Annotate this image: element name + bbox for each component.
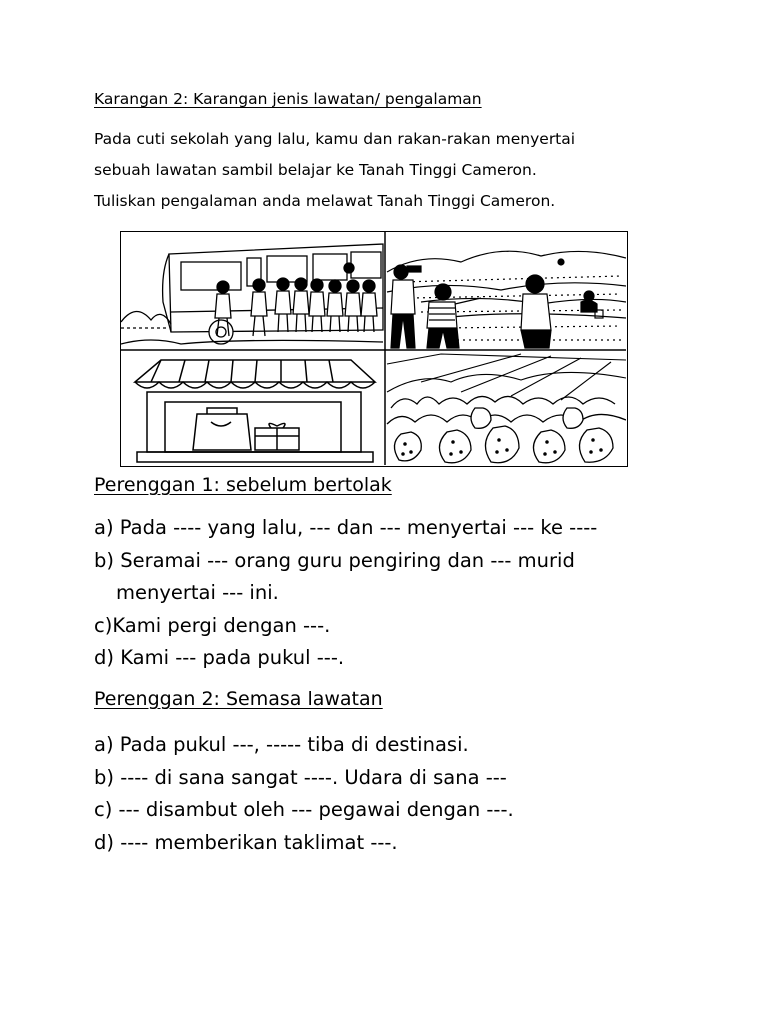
task-title: Karangan 2: Karangan jenis lawatan/ pengalaman	[94, 90, 482, 108]
list-item	[94, 512, 597, 545]
item-label: a)	[94, 516, 114, 539]
picture-grid	[120, 231, 628, 467]
list-item	[94, 545, 597, 578]
item-label: c)	[94, 613, 113, 637]
item-text: Pada pukul ---, ----- tiba di destinasi.	[119, 733, 469, 756]
list-item	[94, 610, 597, 643]
paragraph1-heading: Perenggan 1: sebelum bertolak	[94, 474, 392, 496]
list-item	[94, 827, 514, 860]
souvenir-shop-illustration	[135, 360, 375, 462]
task-instructions	[94, 124, 674, 217]
item-text: menyertai --- ini.	[116, 581, 279, 604]
list-item	[94, 729, 514, 762]
strawberry-field-illustration	[387, 354, 626, 463]
paragraph2-list	[94, 729, 514, 859]
list-item-continuation	[94, 577, 597, 610]
item-text: ---- memberikan taklimat ---.	[120, 830, 398, 854]
instruction-line: Pada cuti sekolah yang lalu, kamu dan rakan-rakan menyertai	[94, 130, 576, 148]
list-item	[94, 794, 514, 827]
item-label: b)	[94, 548, 114, 572]
item-text: Kami --- pada pukul ---.	[120, 646, 345, 669]
paragraph1-list	[94, 512, 597, 675]
item-label: d)	[94, 646, 114, 669]
item-text: Pada ---- yang lalu, --- dan --- menyertai --- ke ----	[119, 516, 598, 539]
list-item	[94, 762, 514, 795]
item-text: --- disambut oleh --- pegawai dengan ---.	[118, 798, 514, 821]
instruction-line: Tuliskan pengalaman anda melawat Tanah Tinggi Cameron.	[94, 192, 556, 210]
item-label: a)	[94, 733, 114, 756]
paragraph2-heading: Perenggan 2: Semasa lawatan	[94, 688, 383, 710]
item-text: ---- di sana sangat ----. Udara di sana ---	[120, 765, 507, 789]
item-label: c)	[94, 798, 113, 821]
instruction-line: sebuah lawatan sambil belajar ke Tanah Tinggi Cameron.	[94, 161, 537, 179]
item-text: Kami pergi dengan ---.	[112, 613, 331, 637]
tea-farm-viewing-illustration	[387, 251, 626, 348]
item-label: d)	[94, 830, 114, 854]
list-item	[94, 642, 597, 675]
bus-and-students-illustration	[121, 244, 383, 344]
item-label: b)	[94, 765, 114, 789]
item-text: Seramai --- orang guru pengiring dan --- murid	[120, 548, 575, 572]
